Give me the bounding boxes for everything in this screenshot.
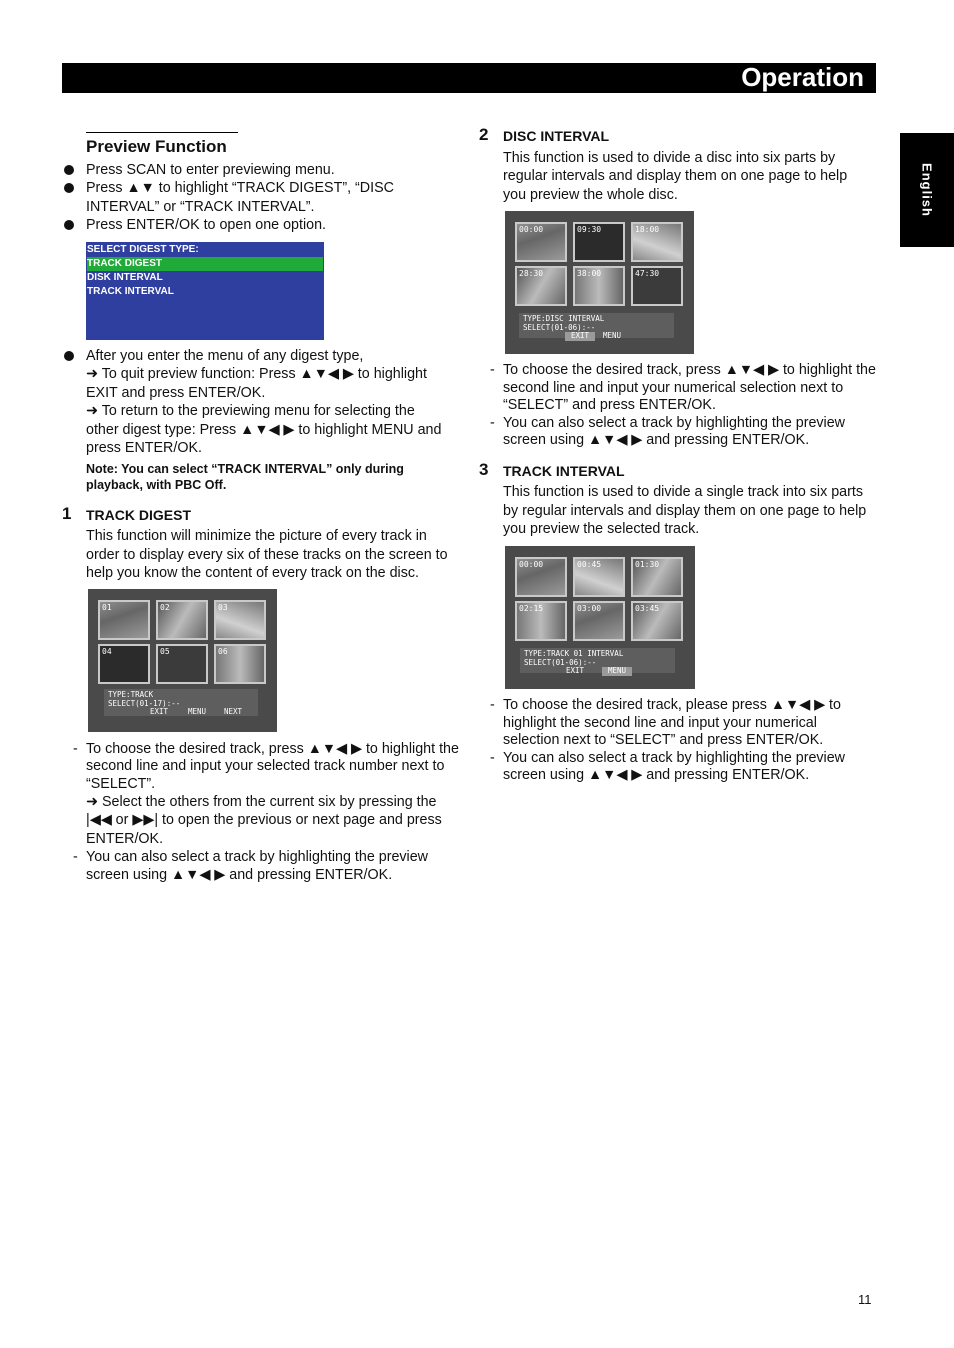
page-title: Operation bbox=[741, 62, 864, 92]
osd-menu: MENU bbox=[188, 707, 207, 716]
note-text: playback, with PBC Off. bbox=[86, 478, 227, 492]
bullet-text: ➜ To return to the previewing menu for selecting the bbox=[86, 403, 415, 419]
dash-item-text: ENTER/OK. bbox=[86, 831, 164, 847]
dash-item-text: You can also select a track by highlighting the preview bbox=[503, 750, 846, 766]
step-desc: help you know the content of every track on the disc. bbox=[86, 565, 419, 581]
dash-item-text: To choose the desired track, press ▲▼◀ ▶ to highlight the bbox=[503, 362, 876, 378]
bullet-dot bbox=[64, 351, 74, 361]
bullet-text: After you enter the menu of any digest type, bbox=[86, 348, 364, 364]
dash-item-text: To choose the desired track, press ▲▼◀ ▶ to highlight the bbox=[86, 741, 459, 757]
dash-item-text: screen using ▲▼◀ ▶ and pressing ENTER/OK. bbox=[503, 767, 810, 783]
dash: - bbox=[73, 741, 78, 757]
thumbnail: 05 bbox=[156, 644, 208, 684]
thumbnail: 28:30 bbox=[515, 266, 567, 306]
dash: - bbox=[490, 697, 495, 713]
osd-type: TYPE:DISC INTERVAL bbox=[523, 314, 605, 323]
track-digest-screenshot bbox=[88, 589, 277, 732]
digest-type-menu bbox=[86, 242, 324, 340]
dash: - bbox=[490, 750, 495, 766]
dash-item-text: |◀◀ or ▶▶| to open the previous or next page and press bbox=[86, 812, 442, 828]
bullet-text: ➜ To quit preview function: Press ▲▼◀ ▶ to highlight bbox=[86, 366, 427, 382]
step-title: DISC INTERVAL bbox=[503, 128, 610, 144]
thumbnail: 00:00 bbox=[515, 222, 567, 262]
menu-item-track-digest: TRACK DIGEST bbox=[87, 257, 323, 271]
thumbnail: 06 bbox=[214, 644, 266, 684]
osd-exit: EXIT bbox=[566, 666, 585, 675]
osd-panel bbox=[519, 313, 674, 338]
bullet-dot bbox=[64, 220, 74, 230]
dash-item-text: ➜ Select the others from the current six by pressing the bbox=[86, 794, 437, 810]
bullet-dot bbox=[64, 183, 74, 193]
osd-panel bbox=[104, 689, 258, 716]
thumbnail: 09:30 bbox=[573, 222, 625, 262]
dash-item-text: You can also select a track by highlighting the preview bbox=[86, 849, 429, 865]
step-desc: This function is used to divide a disc into six parts by bbox=[503, 150, 836, 166]
section-rule bbox=[86, 132, 238, 133]
osd-select: SELECT(01-06):-- bbox=[524, 657, 597, 667]
step-desc: you preview the whole disc. bbox=[503, 187, 678, 203]
thumbnail: 02:15 bbox=[515, 601, 567, 641]
thumbnail: 18:00 bbox=[631, 222, 683, 262]
dash-item-text: second line and input your selected track number next to bbox=[86, 758, 445, 774]
osd-exit: EXIT bbox=[150, 707, 169, 716]
step-title: TRACK DIGEST bbox=[86, 507, 191, 523]
dash-item-text: You can also select a track by highlighting the preview bbox=[503, 415, 846, 431]
section-title: Preview Function bbox=[86, 137, 227, 156]
osd-exit: EXIT bbox=[565, 332, 595, 341]
language-tab bbox=[900, 133, 954, 247]
dash-item-text: screen using ▲▼◀ ▶ and pressing ENTER/OK. bbox=[86, 867, 393, 883]
thumbnail: 02 bbox=[156, 600, 208, 640]
dash-item-text: To choose the desired track, please press ▲▼◀ ▶ to bbox=[503, 697, 841, 713]
osd-panel bbox=[520, 648, 675, 673]
bullet-text: INTERVAL” or “TRACK INTERVAL”. bbox=[86, 199, 315, 215]
thumbnail: 03:00 bbox=[573, 601, 625, 641]
step-desc: This function is used to divide a single track into six parts bbox=[503, 484, 863, 500]
osd-type: TYPE:TRACK 01 INTERVAL bbox=[524, 649, 624, 658]
menu-heading: SELECT DIGEST TYPE: bbox=[87, 244, 199, 255]
step-desc: order to display every six of these tracks on the screen to bbox=[86, 547, 448, 563]
step-number: 3 bbox=[479, 460, 489, 479]
osd-type: TYPE:TRACK bbox=[108, 690, 154, 699]
thumbnail: 00:45 bbox=[573, 557, 625, 597]
bullet-text: Press SCAN to enter previewing menu. bbox=[86, 162, 335, 178]
step-desc: This function will minimize the picture of every track in bbox=[86, 528, 427, 544]
step-number: 1 bbox=[62, 504, 72, 523]
thumbnail: 38:00 bbox=[573, 266, 625, 306]
bullet-text: press ENTER/OK. bbox=[86, 440, 202, 456]
dash: - bbox=[73, 849, 78, 865]
dash: - bbox=[490, 415, 495, 431]
dash: - bbox=[490, 362, 495, 378]
page-number: 11 bbox=[858, 1292, 872, 1307]
disc-interval-screenshot bbox=[505, 211, 694, 354]
step-title: TRACK INTERVAL bbox=[503, 463, 625, 479]
menu-item-disk-interval: DISK INTERVAL bbox=[87, 272, 163, 283]
thumbnail: 00:00 bbox=[515, 557, 567, 597]
language-tab-label: English bbox=[919, 163, 935, 217]
thumbnail: 04 bbox=[98, 644, 150, 684]
thumbnail: 03 bbox=[214, 600, 266, 640]
step-desc: you preview the selected track. bbox=[503, 521, 700, 537]
thumbnail: 01:30 bbox=[631, 557, 683, 597]
thumbnail: 03:45 bbox=[631, 601, 683, 641]
osd-select: SELECT(01-17):-- bbox=[108, 698, 181, 708]
bullet-text: other digest type: Press ▲▼◀ ▶ to highlight MENU and bbox=[86, 422, 442, 438]
bullet-text: Press ENTER/OK to open one option. bbox=[86, 217, 326, 233]
dash-item-text: “SELECT” and press ENTER/OK. bbox=[503, 397, 716, 413]
bullet-dot bbox=[64, 165, 74, 175]
step-number: 2 bbox=[479, 125, 489, 144]
osd-select: SELECT(01-06):-- bbox=[523, 322, 596, 332]
track-interval-screenshot bbox=[505, 546, 695, 689]
osd-menu: MENU bbox=[602, 667, 632, 676]
dash-item-text: highlight the second line and input your numerical bbox=[503, 715, 817, 731]
note-text: Note: You can select “TRACK INTERVAL” only during bbox=[86, 462, 404, 476]
bullet-text: Press ▲▼ to highlight “TRACK DIGEST”, “DISC bbox=[86, 180, 394, 196]
bullet-text: EXIT and press ENTER/OK. bbox=[86, 385, 266, 401]
dash-item-text: second line and input your numerical selection next to bbox=[503, 380, 844, 396]
header-bar bbox=[62, 63, 876, 93]
menu-item-track-interval: TRACK INTERVAL bbox=[87, 286, 174, 297]
step-desc: regular intervals and display them on one page to help bbox=[503, 168, 848, 184]
thumbnail: 01 bbox=[98, 600, 150, 640]
dash-item-text: selection next to “SELECT” and press ENTER/OK. bbox=[503, 732, 824, 748]
dash-item-text: screen using ▲▼◀ ▶ and pressing ENTER/OK. bbox=[503, 432, 810, 448]
dash-item-text: “SELECT”. bbox=[86, 776, 156, 792]
osd-next: NEXT bbox=[224, 707, 243, 716]
step-desc: by regular intervals and display them on one page to help bbox=[503, 503, 867, 519]
osd-menu: MENU bbox=[603, 331, 622, 340]
thumbnail: 47:30 bbox=[631, 266, 683, 306]
